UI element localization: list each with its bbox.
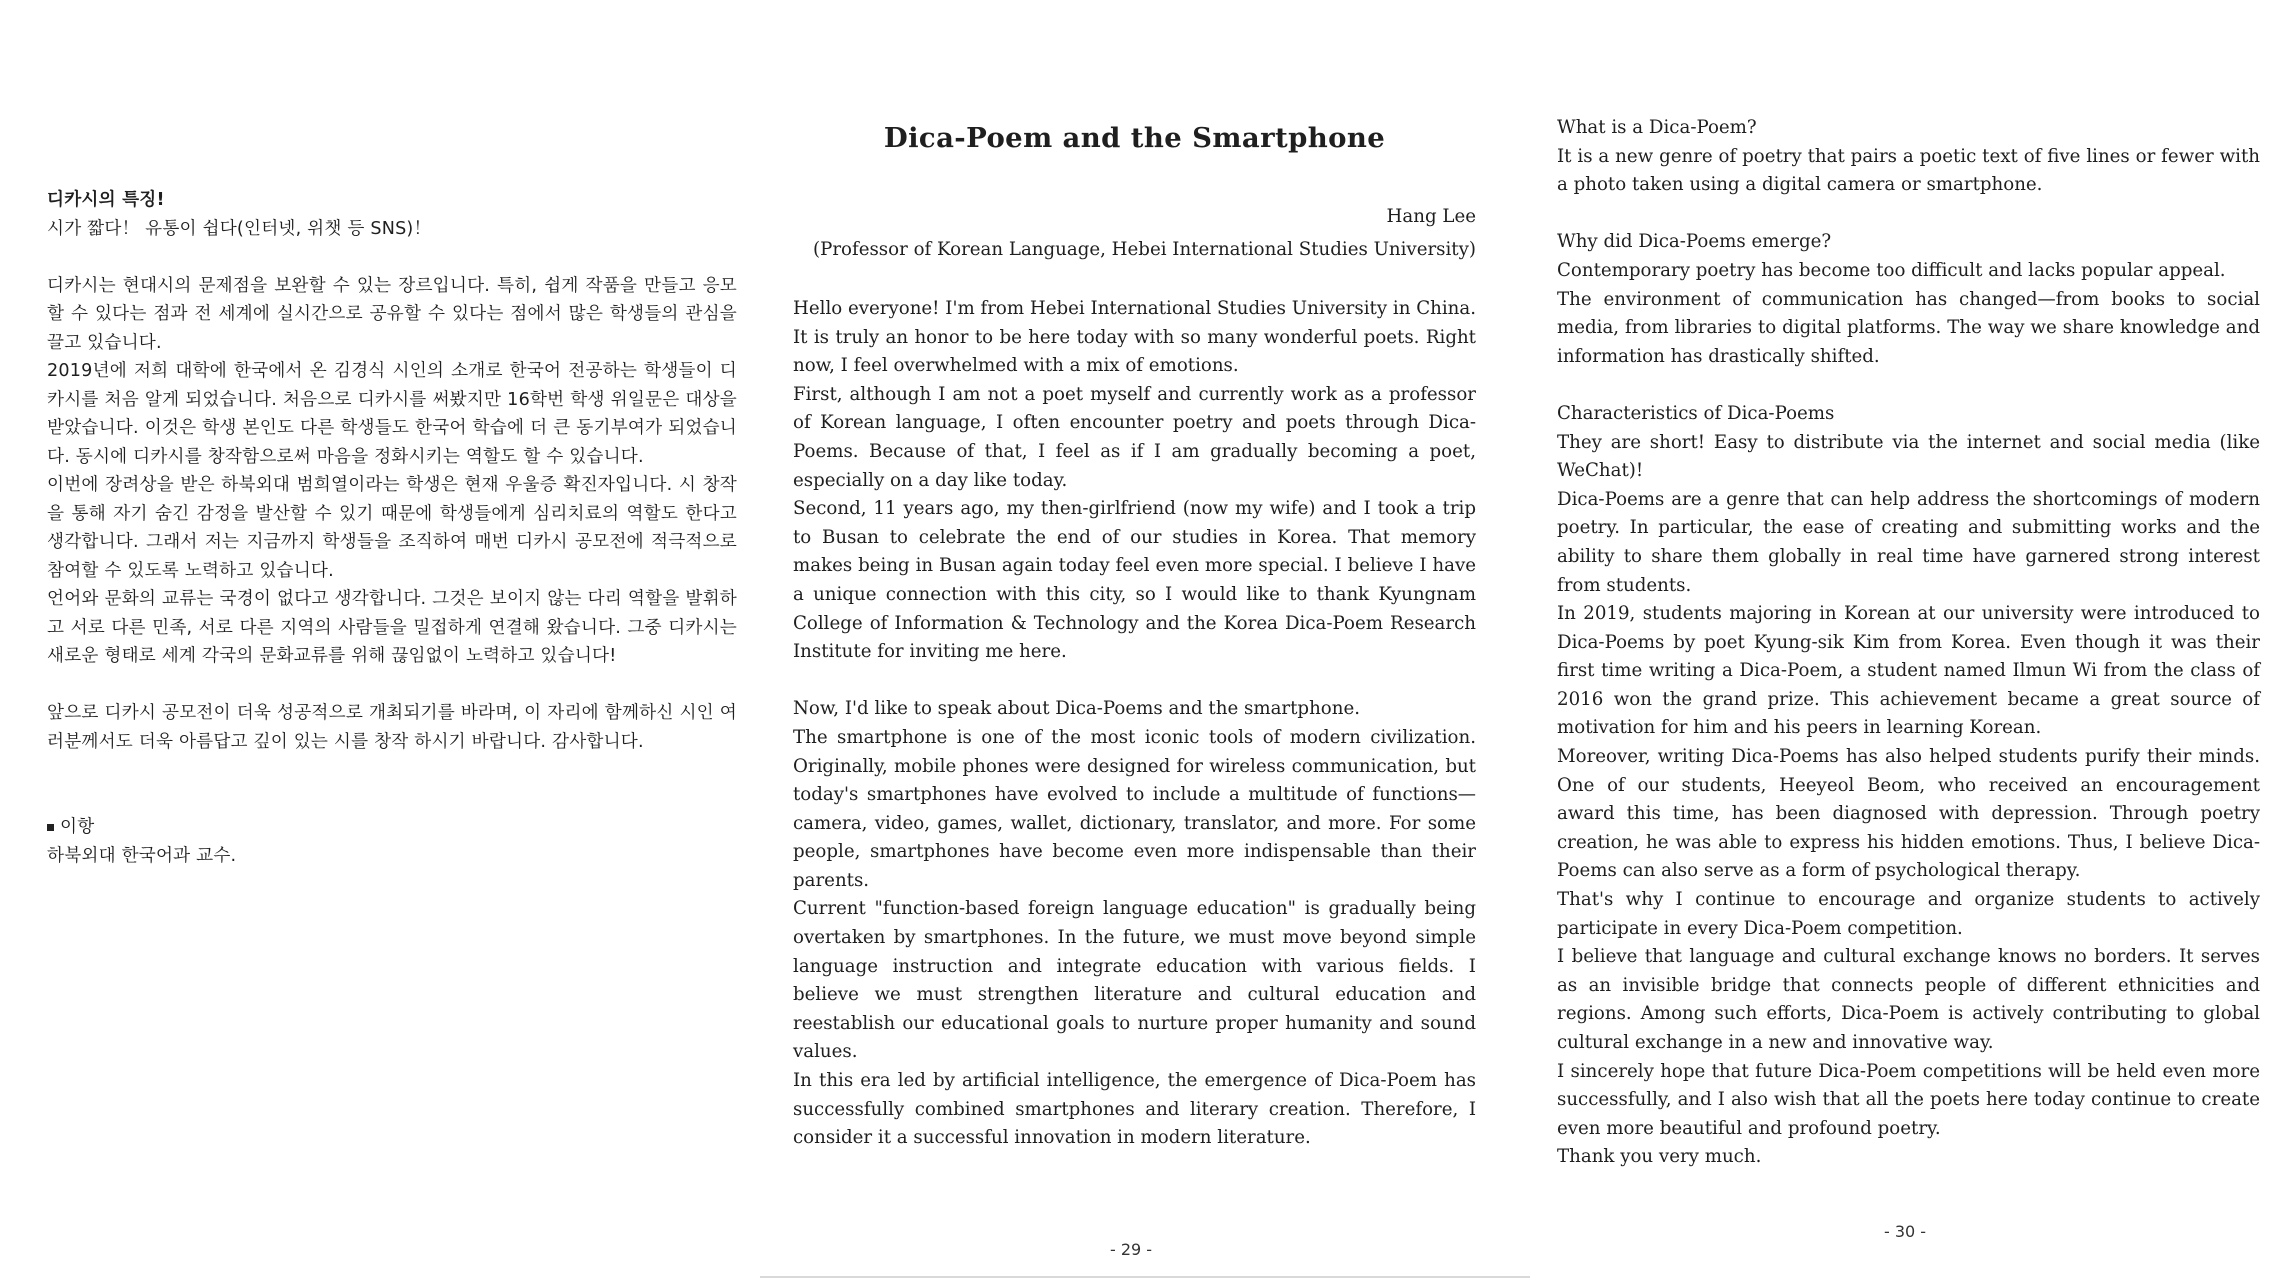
answer-paragraph: Dica-Poems are a genre that can help address the shortcomings of modern poetry. In particular, the ease of creating and submitting works and the ability to share them globally in real time have garnered strong interest from students. [1557, 488, 2260, 596]
article-paragraph: Current "function-based foreign language education" is gradually being overtaken by smartphones. In the future, we must move beyond simple language instruction and integrate education with various fields. I believe we must strengthen literature and cultural education and reestablish our educational goals to nurture proper humanity and sound values. [793, 898, 1476, 1063]
article-affiliation: (Professor of Korean Language, Hebei International Studies University) [813, 239, 1476, 260]
answer-paragraph: Contemporary poetry has become too difficult and lacks popular appeal. [1557, 259, 2226, 281]
article-title: Dica-Poem and the Smartphone [883, 122, 1386, 154]
article-paragraph: Second, 11 years ago, my then-girlfriend (now my wife) and I took a trip to Busan to celebrate the end of our studies in Korea. That memory makes being in Busan again today feel even more special. I believe I have a unique connection with this city, so I would like to thank Kyungnam College of Information & Technology and the Korea Dica-Poem Research Institute for inviting me here. [793, 498, 1476, 663]
korean-column [47, 186, 737, 870]
article-paragraph: The smartphone is one of the most iconic tools of modern civilization. Originally, mobile phones were designed for wireless communication, but today's smartphones have evolved to include a multitude of functions—camera, video, games, wallet, dictionary, translator, and more. For some people, smartphones have become even more indispensable than their parents. [793, 726, 1476, 891]
article-paragraph: In this era led by artificial intelligence, the emergence of Dica-Poem has successfully combined smartphones and literary creation. Therefore, I consider it a successful innovation in modern literature. [793, 1070, 1476, 1149]
answer-paragraph: Moreover, writing Dica-Poems has also helped students purify their minds. One of our students, Heeyeol Beom, who received an encouragement award this time, has been diagnosed with depression. Through poetry creation, he was able to express his hidden emotions. Thus, I believe Dica-Poems can also serve as a form of psychological therapy. [1557, 746, 2260, 882]
bio-title: 하북외대 한국어과 교수. [47, 845, 237, 866]
bio-heading [47, 813, 737, 842]
question-heading: Characteristics of Dica-Poems [1557, 402, 1835, 424]
answer-paragraph: In 2019, students majoring in Korean at our university were introduced to Dica-Poems by poet Kyung-sik Kim from Korea. Even though it was their first time writing a Dica-Poem, a student named Ilmun Wi from the class of 2016 won the grand prize. This achievement became a great source of motivation for him and his peers in learning Korean. [1557, 603, 2260, 739]
scan-edge-divider [760, 1276, 1530, 1278]
page-number: - 30 - [1884, 1222, 1927, 1241]
question-heading: Why did Dica-Poems emerge? [1557, 231, 1832, 253]
korean-closing: 앞으로 디카시 공모전이 더욱 성공적으로 개최되기를 바라며, 이 자리에 함께하신 시인 여러분께서도 더욱 아름답고 깊이 있는 시를 창작 하시기 바랍니다. 감사합니다. [47, 703, 737, 752]
answer-paragraph: Thank you very much. [1557, 1146, 1762, 1168]
bio-name: 이항 [60, 817, 95, 838]
article-author: Hang Lee [1386, 206, 1476, 227]
answer-paragraph: I believe that language and cultural exchange knows no borders. It serves as an invisible bridge that connects people of different ethnicities and regions. Among such efforts, Dica-Poem is actively contributing to global cultural exchange in a new and innovative way. [1557, 946, 2260, 1053]
bullet-icon [47, 824, 54, 831]
answer-paragraph: They are short! Easy to distribute via the internet and social media (like WeChat)! [1557, 431, 2260, 482]
korean-paragraph: 언어와 문화의 교류는 국경이 없다고 생각합니다. 그것은 보이지 않는 다리 역할을 발휘하고 서로 다른 민족, 서로 다른 지역의 사람들을 밀접하게 연결해 왔습니다. 그중 디카시는 새로운 형태로 세계 각국의 문화교류를 위해 끊임없이 노력하고 있습니다! [47, 589, 737, 667]
article-paragraph: Now, I'd like to speak about Dica-Poems and the smartphone. [793, 698, 1360, 720]
question-heading: What is a Dica-Poem? [1557, 117, 1757, 138]
korean-subheading: 시가 짧다！ 유통이 쉽다(인터넷, 위챗 등 SNS)！ [47, 218, 432, 239]
article-column [793, 122, 1476, 1153]
page-number: - 29 - [1110, 1240, 1153, 1259]
english-summary-column [1557, 114, 2260, 1172]
article-paragraph: Hello everyone! I'm from Hebei International Studies University in China. It is truly an honor to be here today with so many wonderful poets. Right now, I feel overwhelmed with a mix of emotions. [793, 298, 1476, 377]
answer-paragraph: The environment of communication has changed—from books to social media, from libraries to digital platforms. The way we share knowledge and information has drastically shifted. [1557, 288, 2260, 367]
article-paragraph: First, although I am not a poet myself and currently work as a professor of Korean language, I often encounter poetry and poets through Dica-Poems. Because of that, I feel as if I am gradually becoming a poet, especially on a day like today. [793, 383, 1476, 491]
korean-heading: 디카시의 특징! [47, 190, 165, 210]
answer-paragraph: I sincerely hope that future Dica-Poem competitions will be held even more successfully, and I also wish that all the poets here today continue to create even more beautiful and profound poetry. [1557, 1060, 2260, 1139]
answer-paragraph: It is a new genre of poetry that pairs a poetic text of five lines or fewer with a photo taken using a digital camera or smartphone. [1557, 145, 2260, 196]
korean-paragraph: 디카시는 현대시의 문제점을 보완할 수 있는 장르입니다. 특히, 쉽게 작품을 만들고 응모할 수 있다는 점과 전 세계에 실시간으로 공유할 수 있다는 점에서 많은 학생들의 관심을 끌고 있습니다. [47, 275, 737, 353]
korean-paragraph: 2019년에 저희 대학에 한국에서 온 김경식 시인의 소개로 한국어 전공하는 학생들이 디카시를 처음 알게 되었습니다. 처음으로 디카시를 써봤지만 16학번 학생 위일문은 대상을 받았습니다. 이것은 학생 본인도 다른 학생들도 한국어 학습에 더 큰 동기부여가 되었습니다. 동시에 디카시를 창작함으로써 마음을 정화시키는 역할도 할 수 있습니다. [47, 361, 737, 467]
korean-paragraph: 이번에 장려상을 받은 하북외대 범희열이라는 학생은 현재 우울증 확진자입니다. 시 창작을 통해 자기 숨긴 감정을 발산할 수 있기 때문에 학생들에게 심리치료의 역할도 한다고 생각합니다. 그래서 저는 지금까지 학생들을 조직하여 매번 디카시 공모전에 적극적으로 참여할 수 있도록 노력하고 있습니다. [47, 475, 737, 581]
answer-paragraph: That's why I continue to encourage and organize students to actively participate in every Dica-Poem competition. [1557, 889, 2260, 939]
